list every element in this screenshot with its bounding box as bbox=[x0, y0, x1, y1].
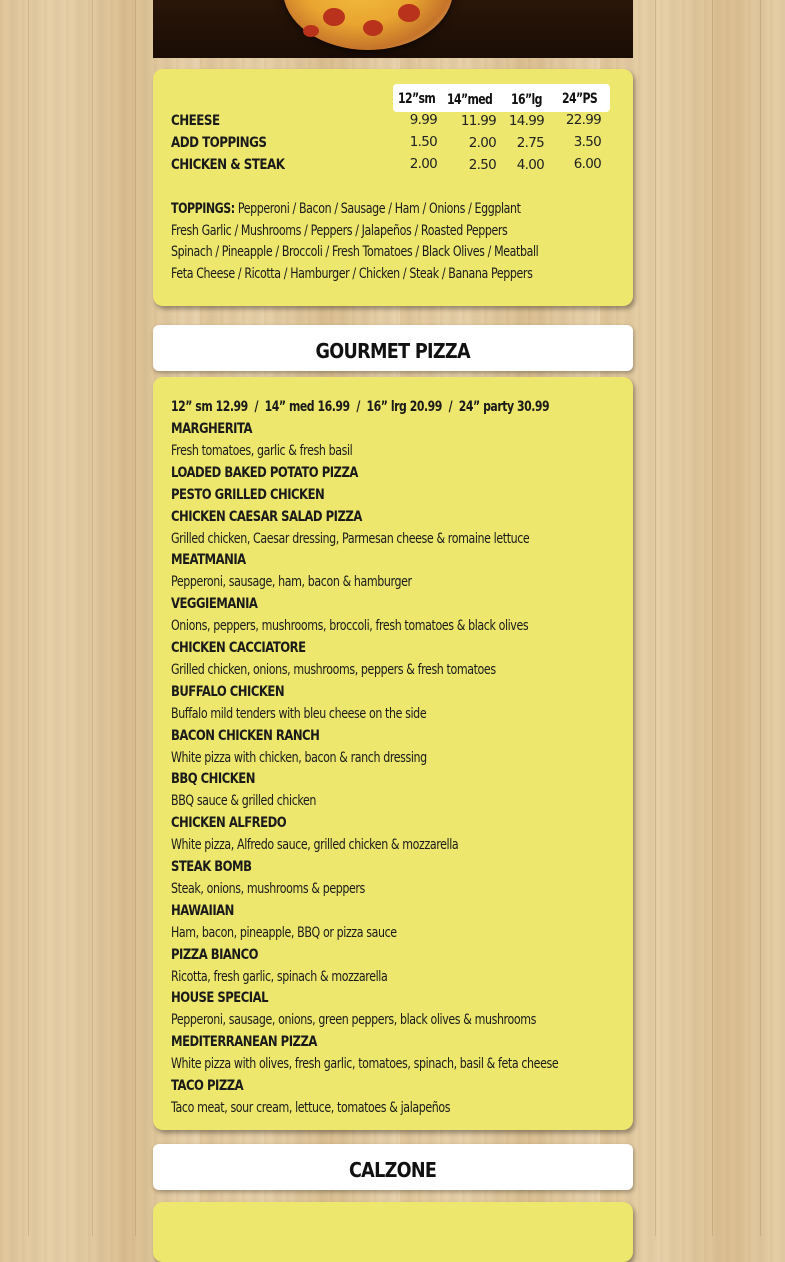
gourmet-item-desc: Ricotta, fresh garlic, spinach & mozzarella bbox=[171, 968, 388, 985]
wood-grain bbox=[712, 0, 713, 1236]
menu-row-name: CHICKEN & STEAK bbox=[171, 157, 285, 173]
gourmet-item-name: CHICKEN ALFREDO bbox=[171, 815, 287, 832]
gourmet-item-desc: White pizza with chicken, bacon & ranch dressing bbox=[171, 749, 427, 766]
gourmet-item-name: MEDITERRANEAN PIZZA bbox=[171, 1034, 317, 1051]
price-cell: 2.75 bbox=[516, 135, 544, 151]
gourmet-item-name: LOADED BAKED POTATO PIZZA bbox=[171, 464, 358, 481]
gourmet-item-desc: Pepperoni, sausage, ham, bacon & hamburger bbox=[171, 574, 412, 591]
price-cell: 22.99 bbox=[565, 112, 601, 128]
calzone-panel bbox=[153, 1202, 633, 1262]
gourmet-item-name: BACON CHICKEN RANCH bbox=[171, 727, 320, 744]
gourmet-item-desc: Ham, bacon, pineapple, BBQ or pizza sauce bbox=[171, 924, 397, 941]
toppings-line: Feta Cheese / Ricotta / Hamburger / Chicken / Steak / Banana Peppers bbox=[171, 266, 533, 282]
gourmet-item-desc: White pizza with olives, fresh garlic, tomatoes, spinach, basil & feta cheese bbox=[171, 1056, 559, 1073]
gourmet-item-name: STEAK BOMB bbox=[171, 859, 252, 875]
gourmet-item-name: PESTO GRILLED CHICKEN bbox=[171, 486, 325, 503]
wood-grain bbox=[92, 0, 93, 1236]
pizza-hero-image bbox=[153, 0, 633, 58]
gourmet-item-name: HAWAIIAN bbox=[171, 902, 234, 919]
price-cell: 2.50 bbox=[468, 157, 496, 173]
price-cell: 11.99 bbox=[460, 113, 496, 129]
size-label: 24”PS bbox=[562, 91, 598, 107]
gourmet-item-desc: BBQ sauce & grilled chicken bbox=[171, 793, 317, 810]
price-cell: 9.99 bbox=[409, 112, 437, 128]
gourmet-item-name: BUFFALO CHICKEN bbox=[171, 683, 285, 700]
pizza-illustration bbox=[283, 0, 453, 50]
price-cell: 4.00 bbox=[516, 157, 544, 173]
gourmet-item-desc: Grilled chicken, onions, mushrooms, peppers & fresh tomatoes bbox=[171, 661, 496, 678]
toppings-label: TOPPINGS: bbox=[171, 201, 235, 217]
price-cell: 6.00 bbox=[573, 156, 601, 172]
gourmet-item-name: HOUSE SPECIAL bbox=[171, 990, 268, 1007]
section-title: CALZONE bbox=[349, 1158, 437, 1182]
gourmet-item-desc: Fresh tomatoes, garlic & fresh basil bbox=[171, 442, 353, 459]
section-title: GOURMET PIZZA bbox=[315, 339, 471, 363]
gourmet-item-desc: Buffalo mild tenders with bleu cheese on the side bbox=[171, 705, 427, 722]
gourmet-item-desc: Steak, onions, mushrooms & peppers bbox=[171, 880, 365, 897]
gourmet-panel bbox=[153, 377, 633, 1130]
gourmet-item-name: MARGHERITA bbox=[171, 421, 253, 437]
section-header-gourmet bbox=[153, 325, 633, 371]
gourmet-item-name: CHICKEN CAESAR SALAD PIZZA bbox=[171, 508, 362, 525]
toppings-line: TOPPINGS: Pepperoni / Bacon / Sausage / Ham / Onions / Eggplant bbox=[171, 201, 521, 217]
wood-grain bbox=[28, 0, 29, 1236]
gourmet-item-desc: White pizza, Alfredo sauce, grilled chicken & mozzarella bbox=[171, 837, 459, 854]
gourmet-item-name: VEGGIEMANIA bbox=[171, 596, 258, 613]
price-cell: 2.00 bbox=[409, 156, 437, 172]
gourmet-item-name: TACO PIZZA bbox=[171, 1078, 244, 1094]
gourmet-item-desc: Pepperoni, sausage, onions, green peppers, black olives & mushrooms bbox=[171, 1012, 536, 1029]
gourmet-item-name: MEATMANIA bbox=[171, 552, 246, 569]
price-cell: 3.50 bbox=[573, 134, 601, 150]
toppings-line: Spinach / Pineapple / Broccoli / Fresh Tomatoes / Black Olives / Meatball bbox=[171, 244, 539, 260]
section-header-calzone bbox=[153, 1144, 633, 1190]
size-label: 12”sm bbox=[398, 91, 436, 107]
menu-row-name: ADD TOPPINGS bbox=[171, 135, 267, 151]
gourmet-item-name: CHICKEN CACCIATORE bbox=[171, 640, 306, 656]
wood-grain bbox=[135, 0, 136, 1236]
price-cell: 1.50 bbox=[409, 134, 437, 150]
gourmet-price-line: 12” sm 12.99 / 14” med 16.99 / 16” lrg 20.99 / 24” party 30.99 bbox=[171, 399, 550, 415]
size-label: 16”lg bbox=[511, 92, 542, 108]
gourmet-item-name: PIZZA BIANCO bbox=[171, 946, 259, 963]
gourmet-item-name: BBQ CHICKEN bbox=[171, 771, 255, 788]
pizza-prices-panel bbox=[153, 69, 633, 306]
size-label: 14”med bbox=[447, 92, 493, 108]
price-cell: 14.99 bbox=[508, 113, 544, 129]
toppings-line: Fresh Garlic / Mushrooms / Peppers / Jalapeños / Roasted Peppers bbox=[171, 223, 508, 239]
wood-grain bbox=[760, 0, 761, 1236]
price-cell: 2.00 bbox=[468, 135, 496, 151]
gourmet-item-desc: Grilled chicken, Caesar dressing, Parmesan cheese & romaine lettuce bbox=[171, 530, 530, 547]
wood-grain bbox=[655, 0, 656, 1236]
menu-row-name: CHEESE bbox=[171, 113, 220, 129]
gourmet-item-desc: Onions, peppers, mushrooms, broccoli, fresh tomatoes & black olives bbox=[171, 618, 529, 635]
gourmet-item-desc: Taco meat, sour cream, lettuce, tomatoes & jalapeños bbox=[171, 1099, 451, 1116]
